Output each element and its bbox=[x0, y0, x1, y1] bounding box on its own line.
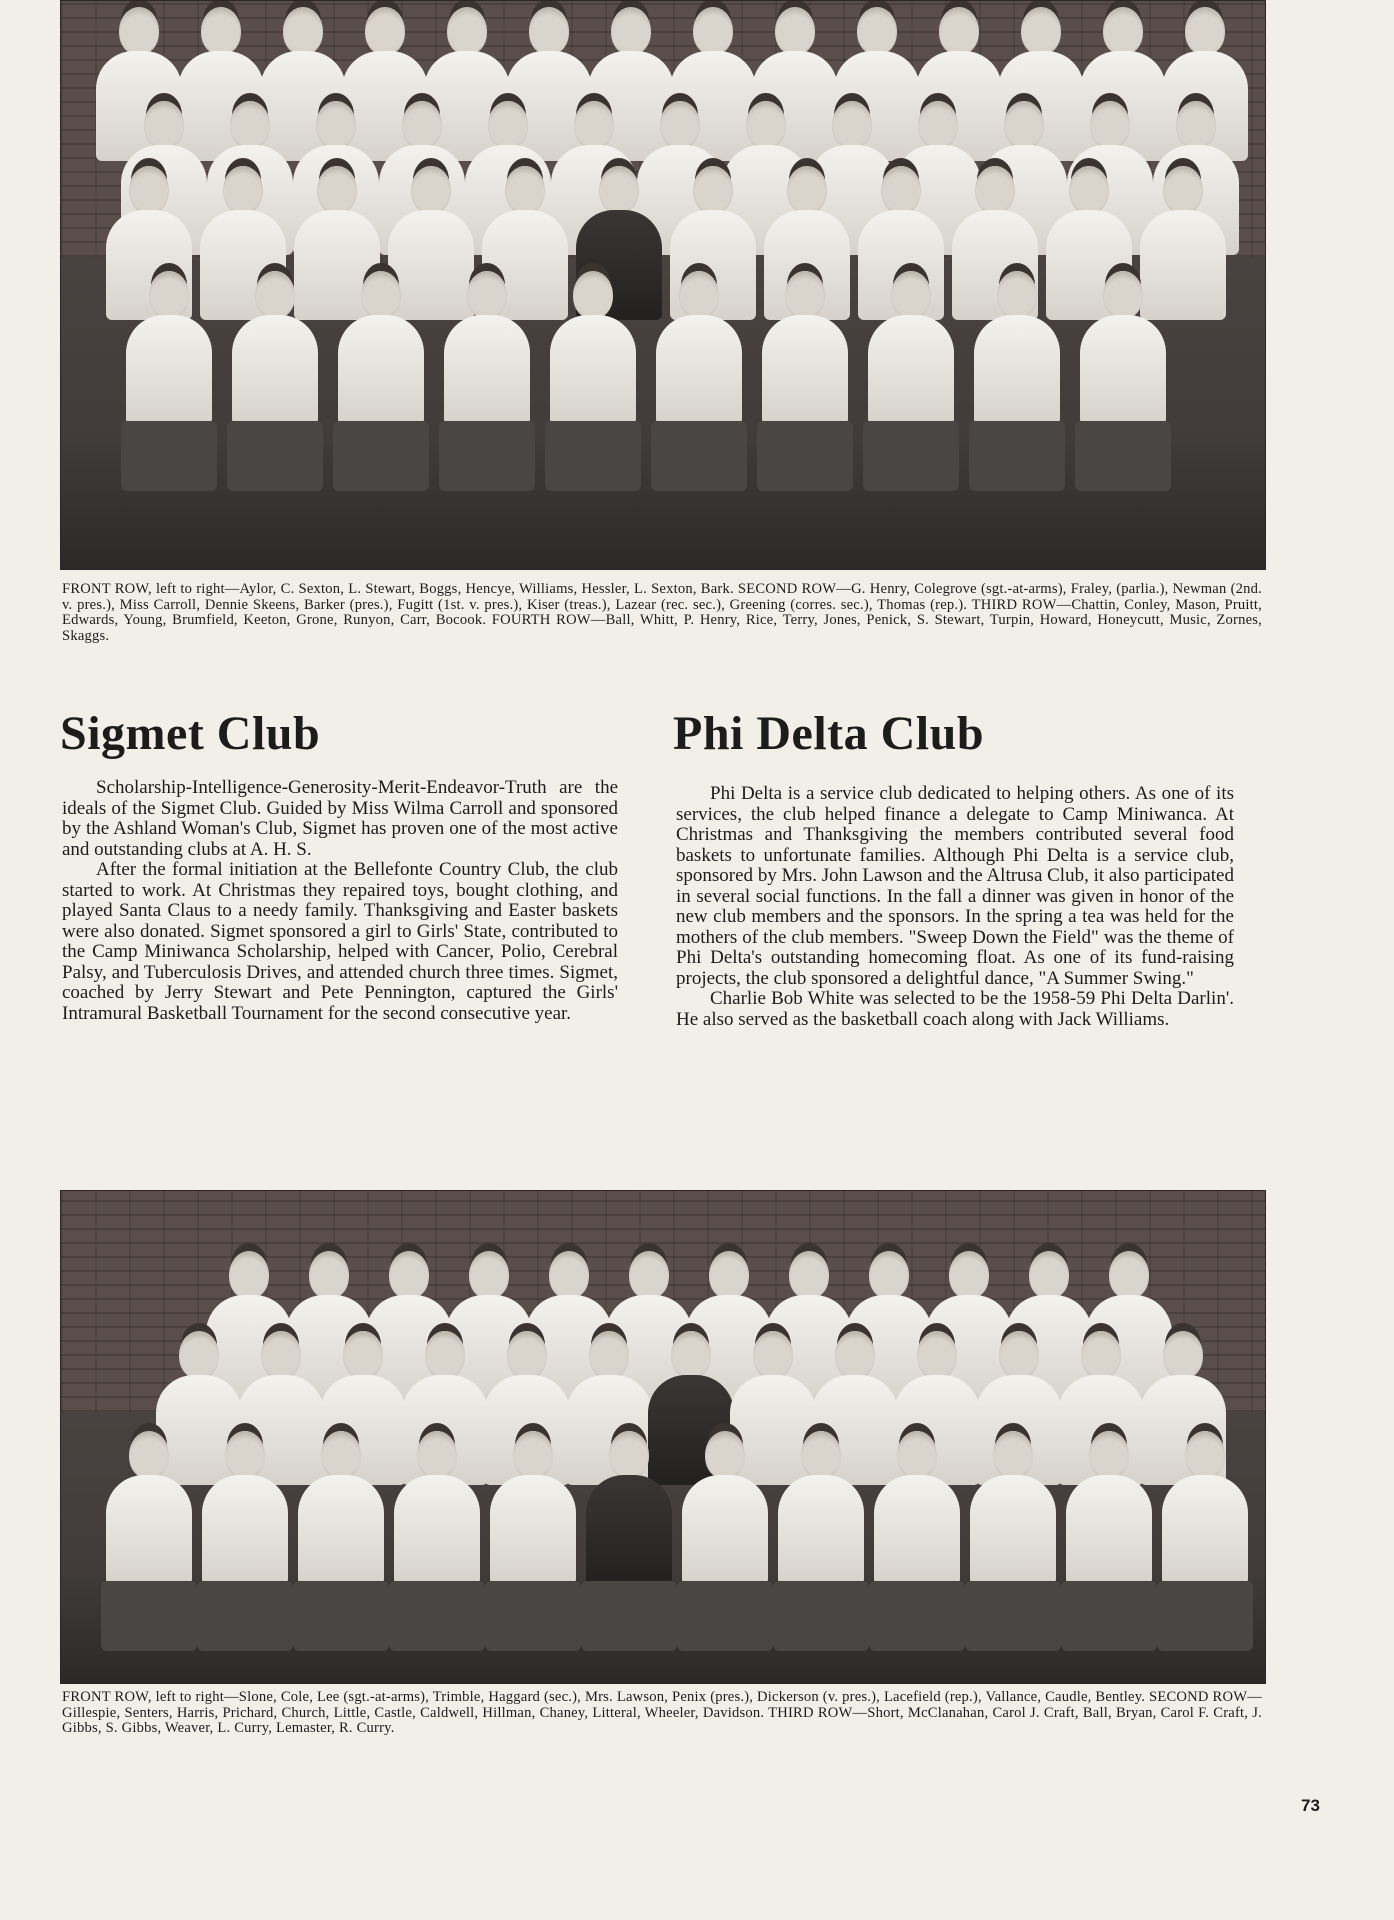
person-figure bbox=[197, 1431, 293, 1651]
sigmet-paragraph-2: After the formal initiation at the Bellefonte Country Club, the club started to work. At Christmas they repaired toys, bought clothing, and played Santa Claus to a needy family. Thanksgiving and Easter baskets were also donated. Sigmet sponsored a girl to Girls' State, contributed to the Camp Miniwanca Scholarship, helped with Cancer, Polio, Cerebral Palsy, and Tuberculosis Drives, and attended church three times. Sigmet, coached by Jerry Stewart and Pete Pennington, captured the Girls' Intramural Basketball Tournament for the second consecutive year. bbox=[62, 859, 618, 1024]
person-figure bbox=[1157, 1431, 1253, 1651]
sigmet-group-photo bbox=[60, 0, 1266, 570]
person-figure bbox=[101, 1431, 197, 1651]
person-figure bbox=[965, 1431, 1061, 1651]
phi-delta-club-article bbox=[676, 784, 1234, 1030]
phi-delta-club-title: Phi Delta Club bbox=[673, 707, 985, 760]
group-members bbox=[61, 1191, 1265, 1683]
page-number: 73 bbox=[1301, 1796, 1320, 1815]
person-figure bbox=[1075, 271, 1171, 491]
person-figure bbox=[863, 271, 959, 491]
person-figure bbox=[677, 1431, 773, 1651]
person-figure bbox=[969, 271, 1065, 491]
person-figure bbox=[545, 271, 641, 491]
person-figure bbox=[581, 1431, 677, 1651]
person-figure bbox=[869, 1431, 965, 1651]
person-figure bbox=[333, 271, 429, 491]
person-figure bbox=[485, 1431, 581, 1651]
phi-delta-photo-caption: FRONT ROW, left to right—Slone, Cole, Lee (sgt.-at-arms), Trimble, Haggard (sec.), Mrs. Lawson, Penix (pres.), Dickerson (v. pres.), Lacefield (rep.), Vallance, Caudle, Bentley. SECOND ROW—Gillespie, Senters, Harris, Prichard, Church, Little, Castle, Caldwell, Hillman, Chaney, Litteral, Wheeler, Davidson. THIRD ROW—Short, McClanahan, Carol J. Craft, Ball, Bryan, Carol F. Craft, J. Gibbs, S. Gibbs, Weaver, L. Curry, Lemaster, R. Curry. bbox=[62, 1689, 1262, 1737]
sigmet-paragraph-1: Scholarship-Intelligence-Generosity-Merit-Endeavor-Truth are the ideals of the Sigmet Club. Guided by Miss Wilma Carroll and sponsored by the Ashland Woman's Club, Sigmet has proven one of the most active and outstanding clubs at A. H. S. bbox=[62, 777, 618, 860]
sigmet-club-article bbox=[62, 778, 618, 1024]
sigmet-photo-caption: FRONT ROW, left to right—Aylor, C. Sexton, L. Stewart, Boggs, Hencye, Williams, Hessler, L. Sexton, Bark. SECOND ROW—G. Henry, Colegrove (sgt.-at-arms), Fraley, (parlia.), Newman (2nd. v. pres.), Miss Carroll, Dennie Skeens, Barker (pres.), Fugitt (1st. v. pres.), Kiser (treas.), Lazear (rec. sec.), Greening (corres. sec.), Thomas (rep.). THIRD ROW—Chattin, Conley, Mason, Pruitt, Edwards, Young, Brumfield, Keeton, Grone, Runyon, Carr, Bocook. FOURTH ROW—Ball, Whitt, P. Henry, Rice, Terry, Jones, Penick, S. Stewart, Turpin, Howard, Honeycutt, Music, Zornes, Skaggs. bbox=[62, 581, 1262, 644]
phi-delta-group-photo bbox=[60, 1190, 1266, 1684]
group-members bbox=[61, 1, 1265, 569]
person-figure bbox=[1061, 1431, 1157, 1651]
person-figure bbox=[293, 1431, 389, 1651]
person-figure bbox=[121, 271, 217, 491]
person-figure bbox=[227, 271, 323, 491]
phi-delta-paragraph-1: Phi Delta is a service club dedicated to helping others. As one of its services, the club helped finance a delegate to Camp Miniwanca. At Christmas and Thanksgiving the members contributed several food baskets to unfortunate families. Although Phi Delta is a service club, sponsored by Mrs. John Lawson and the Altrusa Club, it also participated in several social functions. In the fall a dinner was given in honor of the new club members and the sponsors. In the spring a tea was held for the mothers of the club members. "Sweep Down the Field" was the theme of Phi Delta's outstanding homecoming float. As one of its fund-raising projects, the club sponsored a delightful dance, "A Summer Swing." bbox=[676, 783, 1234, 989]
person-figure bbox=[439, 271, 535, 491]
person-figure bbox=[651, 271, 747, 491]
person-figure bbox=[757, 271, 853, 491]
sigmet-club-title: Sigmet Club bbox=[60, 707, 321, 760]
person-figure bbox=[389, 1431, 485, 1651]
phi-delta-paragraph-2: Charlie Bob White was selected to be the 1958-59 Phi Delta Darlin'. He also served as the basketball coach along with Jack Williams. bbox=[676, 988, 1234, 1030]
person-figure bbox=[773, 1431, 869, 1651]
